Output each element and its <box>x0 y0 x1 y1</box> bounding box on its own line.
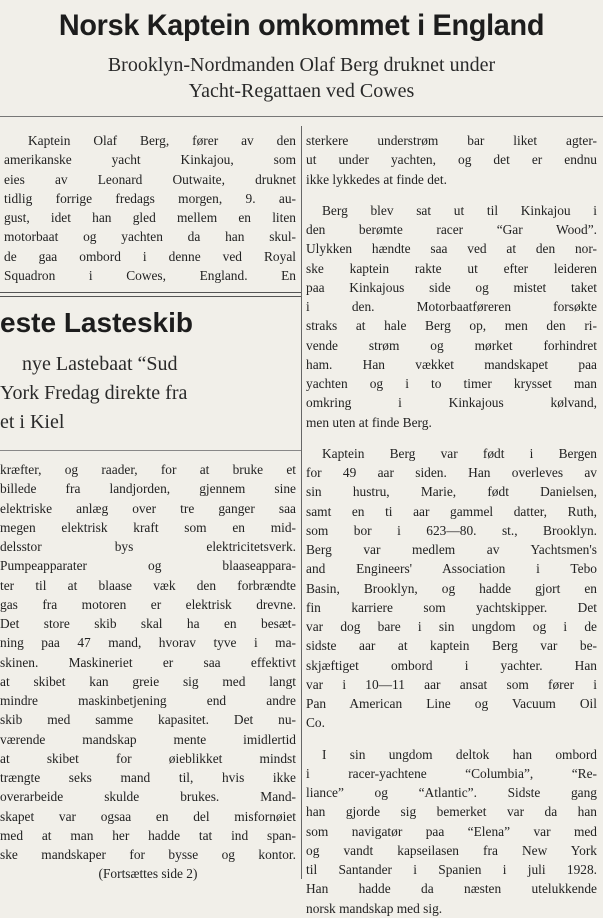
second-story-deck-2: York Fredag direkte fra <box>0 382 188 404</box>
text-line: overarbeide skulde brukes. Mand- <box>0 789 296 805</box>
text-line: eies av Leonard Outwaite, druknet <box>4 171 296 187</box>
text-line: skib med samme kapasitet. Det nu- <box>0 712 296 728</box>
text-line: samt en ti aar gammel datter, Ruth, <box>306 503 597 519</box>
text-line: elektriske anlæg over tre ganger saa <box>0 500 296 516</box>
text-line: liance” og “Atlantic”. Sidste gang <box>306 785 597 800</box>
text-line: i racer-yachtene “Columbia”, “Re- <box>306 765 597 781</box>
text-line: billede fra landjorden, gjennem sine <box>0 481 296 497</box>
text-line: ning paa 47 mand, hvorav tyve i ma- <box>0 635 296 651</box>
text-line: I sin ungdom deltok han ombord <box>322 746 597 762</box>
left-rule-1 <box>0 292 301 293</box>
text-line: Basin, Brooklyn, og hadde gjort en <box>306 580 597 596</box>
text-line: skjæftiget ombord i yachter. Han <box>306 657 597 673</box>
text-line: megen elektrisk kraft som en mid- <box>0 519 296 535</box>
text-line: med at man her hadde tat ind span- <box>0 827 296 843</box>
text-line: Berg var medlem av Yachtsmen's <box>306 542 597 557</box>
text-line: som bor i 623—80. st., Brooklyn. <box>306 522 597 538</box>
continued-note: (Fortsættes side 2) <box>98 866 198 882</box>
text-line: ske mandskaper for bysse og kontor. <box>0 847 296 862</box>
text-line: men uten at finde Berg. <box>306 414 432 430</box>
text-line: skinen. Maskineriet er saa effektivt <box>0 654 296 670</box>
text-line: tidlig forrige fredags morgen, 9. au- <box>4 190 296 206</box>
text-line: ikke lykkedes at finde det. <box>306 171 447 187</box>
text-line: delsstor bys elektricitetsverk. <box>0 539 296 554</box>
deck-line-1: Brooklyn-Nordmanden Olaf Berg druknet under <box>107 54 496 76</box>
text-line: yachten og i to timer krysset man <box>306 376 597 391</box>
text-line: skapet var ogsaa en del misfornøiet <box>0 808 296 824</box>
text-line: omkring i Kinkajous kølvand, <box>306 395 597 411</box>
text-line: ham. Han vækket mandskapet paa <box>306 356 597 372</box>
text-line: sin hustru, Marie, født Danielsen, <box>306 484 597 500</box>
text-line: at skibet for øieblikket mindst <box>0 750 296 766</box>
text-line: i den. Motorbaatføreren forsøkte <box>306 299 597 314</box>
text-line: Pumpeapparater og blaaseappara- <box>0 558 296 574</box>
text-line: ut under yachten, og det er endnu <box>306 152 597 168</box>
text-line: og vandt kapseilasen fra New York <box>306 842 597 858</box>
text-line: var dog bare i sin ungdom og i de <box>306 619 597 634</box>
text-line: amerikanske yacht Kinkajou, som <box>4 152 296 168</box>
text-line: sterkere understrøm bar liket agter- <box>306 133 597 148</box>
text-line: han gjorde sig bemerket var da han <box>306 804 597 820</box>
text-line: paa Kinkajous side og mistet taket <box>306 279 597 295</box>
text-line: Pan American Line og Vacuum Oil <box>306 696 597 711</box>
second-story-deck-3: et i Kiel <box>0 411 65 433</box>
text-line: at skibet kan greie sig med langt <box>0 673 296 689</box>
text-line: var i 10—11 aar ansat som fører i <box>306 676 597 692</box>
deck-line-2: Yacht-Regattaen ved Cowes <box>188 80 415 102</box>
second-story-headline: este Lasteskib <box>0 307 193 338</box>
top-rule <box>0 116 603 117</box>
text-line: kræfter, og raader, for at bruke et <box>0 462 296 477</box>
second-story-deck-1: nye Lastebaat “Sud <box>22 353 178 375</box>
text-line: vende strøm og mørket forhindret <box>306 337 597 353</box>
text-line: værende mandskap mente imidlertid <box>0 731 296 747</box>
text-line: straks at hale Berg op, men den ri- <box>306 318 597 334</box>
text-line: for 49 aar siden. Han overleves av <box>306 465 597 480</box>
text-line: Det store skib skal ha en besæt- <box>0 616 296 631</box>
left-column-top <box>4 131 296 285</box>
headline: Norsk Kaptein omkommet i England <box>58 9 545 42</box>
text-line: den berømte racer “Gar Wood”. <box>306 222 597 237</box>
column-divider <box>301 126 302 879</box>
text-line: norsk mandskap med sig. <box>306 900 443 916</box>
right-column <box>306 131 597 918</box>
text-line: mindre maskinbetjening end andre <box>0 693 296 708</box>
text-line: motorbaat og yachten da han skul- <box>4 229 296 245</box>
text-line: til Santander i Spanien i juli 1928. <box>306 862 597 877</box>
text-line: Kaptein Berg var født i Bergen <box>322 445 597 461</box>
text-line: gas fra motoren er elektrisk drevne. <box>0 596 296 612</box>
text-line: and Engineers' Association i Tebo <box>306 561 597 577</box>
second-story-rule <box>0 450 301 451</box>
text-line: Ulykken hændte saa ved at den nor- <box>306 241 597 257</box>
text-line: trængte seks mand til, hvis ikke <box>0 770 296 785</box>
text-line: fin karriere som yachtskipper. Det <box>306 599 597 615</box>
second-story-body <box>0 460 296 884</box>
text-line: som navigatør paa “Elena” var med <box>306 823 597 839</box>
text-line: ske kaptein rakte ut efter leideren <box>306 260 597 276</box>
text-line: gust, idet han gled mellem en liten <box>4 210 296 225</box>
left-rule-2 <box>0 296 301 297</box>
text-line: Kaptein Olaf Berg, fører av den <box>28 133 296 148</box>
text-line: Squadron i Cowes, England. En <box>4 267 296 283</box>
text-line: sidste aar at kaptein Berg var be- <box>306 638 597 654</box>
text-line: Co. <box>306 715 325 731</box>
text-line: de gaa ombord i denne ved Royal <box>4 248 296 264</box>
text-line: Han hadde da næsten utelukkende <box>306 881 597 897</box>
text-line: ter til at blaase væk den forbrændte <box>0 577 296 593</box>
text-line: Berg blev sat ut til Kinkajou i <box>322 202 597 218</box>
